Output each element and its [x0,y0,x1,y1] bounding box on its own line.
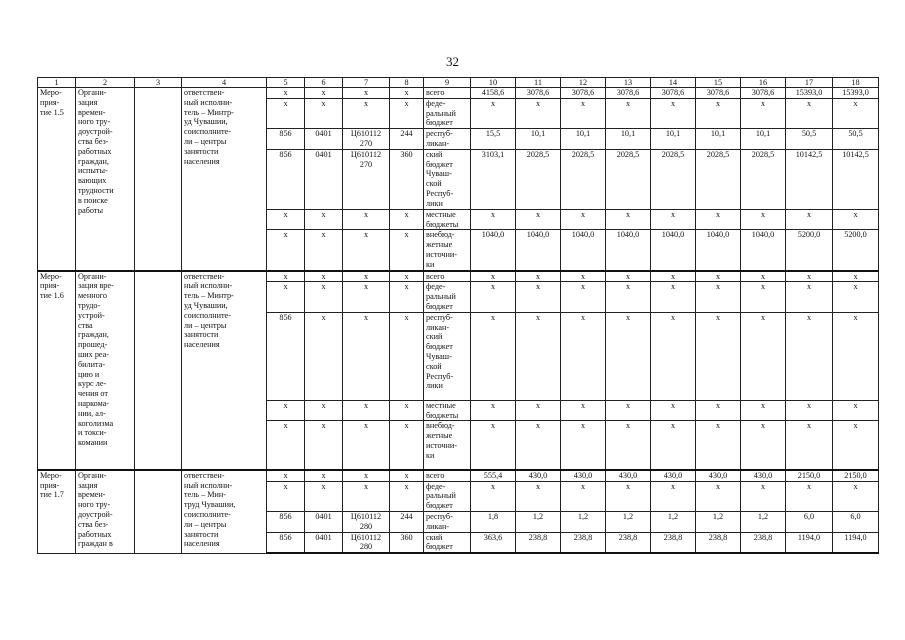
event-name-cell: Меро- прия- тие 1.5 [38,88,76,271]
code-cell-5: x [267,271,305,282]
code-cell-5: x [267,209,305,230]
header-cell: 13 [606,78,651,88]
value-cell: x [651,400,696,421]
code-cell-7: x [343,400,390,421]
value-cell: x [561,282,606,312]
value-cell: x [606,209,651,230]
value-cell: x [833,481,879,511]
code-cell-6: x [305,271,343,282]
value-cell: x [786,312,833,400]
value-cell: 1,2 [741,512,786,533]
value-cell: x [833,209,879,230]
value-cell: x [606,312,651,400]
code-cell-8: x [390,421,424,470]
value-cell: 1040,0 [516,230,561,271]
value-cell: x [696,209,741,230]
code-cell-6: x [305,209,343,230]
value-cell: x [516,282,561,312]
value-cell: 2028,5 [741,149,786,209]
value-cell: x [786,481,833,511]
value-cell: x [651,271,696,282]
code-cell-7: x [343,88,390,99]
value-cell: 430,0 [516,470,561,481]
value-cell: 2150,0 [833,470,879,481]
value-cell: x [786,282,833,312]
value-cell: 10,1 [696,129,741,150]
code-cell-7: x [343,271,390,282]
code-cell-5: x [267,98,305,128]
value-cell: x [651,282,696,312]
code-cell-6: 0401 [305,512,343,533]
code-cell-8: x [390,98,424,128]
value-cell: x [516,209,561,230]
code-cell-5: 856 [267,312,305,400]
value-cell: 10142,5 [786,149,833,209]
source-cell: местные бюджеты [424,400,471,421]
value-cell: x [606,271,651,282]
value-cell: 3103,1 [471,149,516,209]
value-cell: x [561,312,606,400]
code-cell-7: Ц610112 270 [343,149,390,209]
value-cell: x [696,282,741,312]
budget-table [37,77,879,554]
code-cell-8: x [390,209,424,230]
value-cell: 238,8 [561,532,606,553]
value-cell: x [741,282,786,312]
code-cell-6: x [305,312,343,400]
value-cell: x [696,421,741,470]
header-cell: 14 [651,78,696,88]
value-cell: 10,1 [606,129,651,150]
value-cell: 15393,0 [833,88,879,99]
code-cell-7: x [343,312,390,400]
table-row [38,88,879,99]
value-cell: 10142,5 [833,149,879,209]
value-cell: 430,0 [741,470,786,481]
code-cell-8: x [390,312,424,400]
code-cell-6: x [305,481,343,511]
value-cell: 2028,5 [561,149,606,209]
value-cell: 555,4 [471,470,516,481]
value-cell: 10,1 [561,129,606,150]
event-name-cell: Меро- прия- тие 1.7 [38,470,76,553]
value-cell: 50,5 [786,129,833,150]
value-cell: 238,8 [741,532,786,553]
value-cell: x [741,421,786,470]
value-cell: 2028,5 [651,149,696,209]
value-cell: 238,8 [651,532,696,553]
value-cell: 1194,0 [786,532,833,553]
value-cell: 2028,5 [606,149,651,209]
code-cell-6: 0401 [305,129,343,150]
header-cell: 11 [516,78,561,88]
table-row [38,470,879,481]
value-cell: x [561,400,606,421]
value-cell: 1040,0 [696,230,741,271]
value-cell: x [741,209,786,230]
value-cell: x [471,271,516,282]
code-cell-5: x [267,400,305,421]
code-cell-6: x [305,421,343,470]
value-cell: x [561,271,606,282]
value-cell: x [786,209,833,230]
value-cell: x [833,400,879,421]
header-cell: 8 [390,78,424,88]
event-name-cell: Меро- прия- тие 1.6 [38,271,76,470]
header-cell: 3 [135,78,182,88]
source-cell: ский бюджет Чуваш- ской Респуб- лики [424,149,471,209]
code-cell-5: 856 [267,129,305,150]
value-cell: x [696,312,741,400]
code-cell-8: x [390,271,424,282]
source-cell: феде- ральный бюджет [424,282,471,312]
code-cell-6: 0401 [305,532,343,553]
value-cell: x [471,481,516,511]
code-cell-6: x [305,98,343,128]
value-cell: 238,8 [516,532,561,553]
value-cell: x [833,282,879,312]
source-cell: всего [424,271,471,282]
source-cell: ский бюджет [424,532,471,553]
value-cell: x [651,209,696,230]
value-cell: x [786,400,833,421]
value-cell: x [833,98,879,128]
code-cell-7: x [343,470,390,481]
value-cell: x [516,312,561,400]
header-cell: 10 [471,78,516,88]
value-cell: 430,0 [696,470,741,481]
value-cell: 430,0 [606,470,651,481]
code-cell-7: Ц610112 280 [343,532,390,553]
source-cell: внебюд- жетные источни- ки [424,421,471,470]
header-cell: 1 [38,78,76,88]
source-cell: феде- ральный бюджет [424,481,471,511]
value-cell: 1,2 [696,512,741,533]
code-cell-8: x [390,230,424,271]
responsible-cell: ответствен- ный исполни- тель – Мин- труд Чувашии, соисполните- ли – центры занятости населения [182,470,267,553]
source-cell: феде- ральный бюджет [424,98,471,128]
value-cell: 3078,6 [606,88,651,99]
value-cell: x [741,400,786,421]
value-cell: x [651,98,696,128]
value-cell: x [786,421,833,470]
page-number: 32 [446,54,459,69]
value-cell: 1,2 [561,512,606,533]
code-cell-7: x [343,230,390,271]
code-cell-6: 0401 [305,149,343,209]
value-cell: x [471,312,516,400]
value-cell: x [516,481,561,511]
code-cell-8: x [390,470,424,481]
value-cell: 1,2 [651,512,696,533]
value-cell: x [516,400,561,421]
value-cell: x [471,400,516,421]
value-cell: x [651,481,696,511]
value-cell: 50,5 [833,129,879,150]
source-cell: всего [424,88,471,99]
empty-cell [135,470,182,553]
value-cell: 1,2 [516,512,561,533]
value-cell: 3078,6 [516,88,561,99]
code-cell-8: x [390,400,424,421]
value-cell: 2150,0 [786,470,833,481]
value-cell: x [741,98,786,128]
code-cell-7: x [343,209,390,230]
value-cell: x [833,312,879,400]
value-cell: 10,1 [516,129,561,150]
code-cell-5: 856 [267,149,305,209]
value-cell: 430,0 [561,470,606,481]
code-cell-7: x [343,481,390,511]
code-cell-8: x [390,282,424,312]
table-row [38,271,879,282]
value-cell: 3078,6 [651,88,696,99]
event-description-cell: Органи- зация вре- менного трудо- устрой- ства граждан, прошед- ших реа- билита- цию и курс ле- чения от наркома- нии, ал- коголизма и токси- комании [76,271,135,470]
code-cell-6: x [305,230,343,271]
value-cell: x [471,98,516,128]
code-cell-5: x [267,470,305,481]
responsible-cell: ответствен- ный исполни- тель – Минтр- уд Чувашии, соисполните- ли – центры занятости населения [182,88,267,271]
value-cell: x [741,481,786,511]
value-cell: x [561,98,606,128]
header-cell: 18 [833,78,879,88]
header-cell: 16 [741,78,786,88]
code-cell-8: 360 [390,532,424,553]
value-cell: x [561,209,606,230]
code-cell-5: x [267,481,305,511]
value-cell: 1040,0 [741,230,786,271]
code-cell-8: x [390,481,424,511]
value-cell: 1194,0 [833,532,879,553]
source-cell: респуб- ликан- [424,129,471,150]
value-cell: 4158,6 [471,88,516,99]
value-cell: x [696,98,741,128]
value-cell: 1,2 [606,512,651,533]
code-cell-7: x [343,282,390,312]
empty-cell [135,88,182,271]
value-cell: 1040,0 [471,230,516,271]
header-cell: 2 [76,78,135,88]
value-cell: 1040,0 [606,230,651,271]
value-cell: 5200,0 [833,230,879,271]
source-cell: респуб- ликан- ский бюджет Чуваш- ской Респуб- лики [424,312,471,400]
value-cell: 5200,0 [786,230,833,271]
value-cell: 430,0 [651,470,696,481]
value-cell: x [606,282,651,312]
source-cell: всего [424,470,471,481]
value-cell: 3078,6 [696,88,741,99]
value-cell: 6,0 [833,512,879,533]
value-cell: x [606,400,651,421]
code-cell-8: 360 [390,149,424,209]
value-cell: x [833,271,879,282]
code-cell-5: x [267,230,305,271]
value-cell: x [516,271,561,282]
event-description-cell: Органи- зация времен- ного тру- доустрой- ства без- работных граждан, испыты- вающих трудности в поиске работы [76,88,135,271]
value-cell: x [606,98,651,128]
value-cell: x [696,481,741,511]
code-cell-7: Ц610112 270 [343,129,390,150]
value-cell: 238,8 [696,532,741,553]
event-description-cell: Органи- зация времен- ного тру- доустрой- ства без- работных граждан в [76,470,135,553]
value-cell: 1040,0 [651,230,696,271]
value-cell: 2028,5 [516,149,561,209]
code-cell-5: x [267,282,305,312]
header-row [38,78,879,88]
value-cell: x [741,271,786,282]
value-cell: x [833,421,879,470]
value-cell: 1,8 [471,512,516,533]
code-cell-8: x [390,88,424,99]
empty-cell [135,271,182,470]
value-cell: 363,6 [471,532,516,553]
value-cell: 10,1 [651,129,696,150]
code-cell-8: 244 [390,129,424,150]
value-cell: 238,8 [606,532,651,553]
value-cell: 3078,6 [741,88,786,99]
code-cell-6: x [305,88,343,99]
table-body [38,78,879,554]
value-cell: x [516,98,561,128]
source-cell: респуб- ликан- [424,512,471,533]
header-cell: 12 [561,78,606,88]
value-cell: x [786,98,833,128]
code-cell-7: x [343,98,390,128]
value-cell: x [516,421,561,470]
value-cell: x [696,400,741,421]
code-cell-7: Ц610112 280 [343,512,390,533]
header-cell: 9 [424,78,471,88]
source-cell: местные бюджеты [424,209,471,230]
header-cell: 6 [305,78,343,88]
source-cell: внебюд- жетные источни- ки [424,230,471,271]
value-cell: x [471,282,516,312]
value-cell: x [651,421,696,470]
value-cell: x [471,421,516,470]
value-cell: x [561,421,606,470]
value-cell: x [696,271,741,282]
value-cell: 10,1 [741,129,786,150]
code-cell-5: 856 [267,512,305,533]
value-cell: x [606,421,651,470]
value-cell: 3078,6 [561,88,606,99]
responsible-cell: ответствен- ный исполни- тель – Минтр- уд Чувашии, соисполните- ли – центры занятости населения [182,271,267,470]
code-cell-6: x [305,282,343,312]
header-cell: 15 [696,78,741,88]
header-cell: 17 [786,78,833,88]
code-cell-7: x [343,421,390,470]
value-cell: x [561,481,606,511]
value-cell: x [606,481,651,511]
code-cell-6: x [305,400,343,421]
value-cell: x [651,312,696,400]
value-cell: x [471,209,516,230]
code-cell-5: x [267,88,305,99]
code-cell-8: 244 [390,512,424,533]
header-cell: 5 [267,78,305,88]
header-cell: 7 [343,78,390,88]
value-cell: 1040,0 [561,230,606,271]
value-cell: x [786,271,833,282]
header-cell: 4 [182,78,267,88]
code-cell-6: x [305,470,343,481]
value-cell: 6,0 [786,512,833,533]
value-cell: 15,5 [471,129,516,150]
code-cell-5: x [267,421,305,470]
code-cell-5: 856 [267,532,305,553]
value-cell: 2028,5 [696,149,741,209]
value-cell: x [741,312,786,400]
value-cell: 15393,0 [786,88,833,99]
